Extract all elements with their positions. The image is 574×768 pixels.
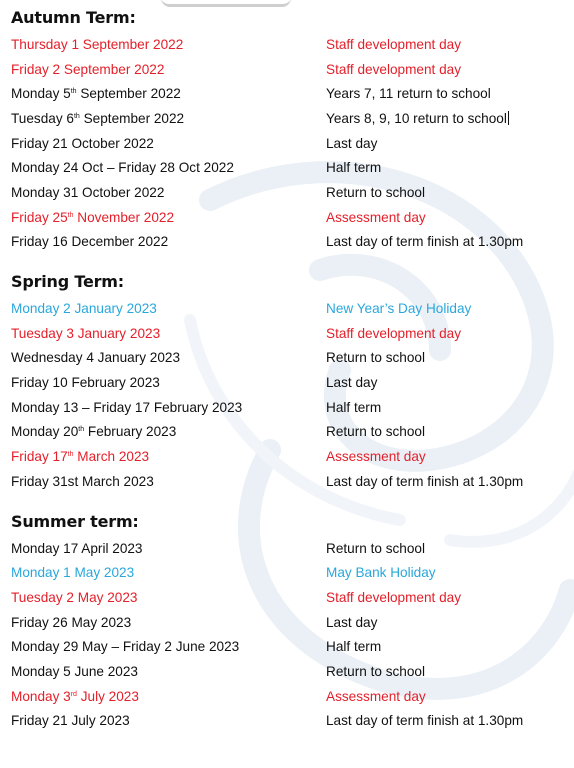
row-date-text: Monday 3 [11,688,71,704]
row-date [11,160,326,175]
calendar-row [11,634,566,659]
row-event [326,590,566,605]
row-date-text: Monday 29 May – Friday 2 June 2023 [11,639,240,655]
calendar-row [11,709,566,734]
row-event [326,689,566,704]
row-event [326,474,566,489]
text-cursor [508,111,509,125]
row-date [11,400,326,415]
term-title: Summer term: [11,511,139,531]
term-rows [11,32,566,254]
row-event [326,234,566,249]
row-event-text: Assessment day [326,688,426,704]
row-date-text: Monday 24 Oct – Friday 28 Oct 2022 [11,160,234,176]
row-event-text: Years 8, 9, 10 return to school [326,110,507,126]
row-event [326,62,566,77]
row-date [11,62,326,77]
row-date-text: Friday 16 December 2022 [11,234,169,250]
row-date-ordinal-suffix: th [67,211,74,219]
row-date [11,136,326,151]
row-event-text: Half term [326,399,382,415]
row-date-text: Tuesday 2 May 2023 [11,589,138,605]
row-date-text: Friday 10 February 2023 [11,375,160,391]
row-event [326,639,566,654]
row-event [326,424,566,439]
calendar-row [11,131,566,156]
row-event [326,210,566,225]
row-event-text: Last day [326,135,378,151]
row-event-text: Last day of term finish at 1.30pm [326,713,524,729]
row-date-text: Friday 25 [11,209,68,225]
row-date-text: Thursday 1 September 2022 [11,36,184,52]
row-date-text: Monday 5 June 2023 [11,663,138,679]
row-event-text: Return to school [326,184,425,200]
row-date-text: Monday 2 January 2023 [11,301,157,317]
row-event [326,160,566,175]
row-event [326,565,566,580]
row-event [326,350,566,365]
row-event [326,664,566,679]
row-event-text: Staff development day [326,36,462,52]
row-date [11,210,326,225]
row-date-text-rest: November 2022 [73,209,175,225]
calendar-row [11,155,566,180]
row-date-text: Friday 17 [11,449,68,465]
row-date-ordinal-suffix: th [70,88,77,96]
calendar-row [11,610,566,635]
row-date [11,350,326,365]
row-date-ordinal-suffix: th [67,451,74,459]
cropped-header-fragment [161,0,291,7]
row-date-text: Monday 13 – Friday 17 February 2023 [11,399,243,415]
row-date [11,689,326,704]
calendar-row [11,469,566,494]
calendar-row [11,444,566,469]
calendar-row [11,395,566,420]
calendar-row [11,32,566,57]
row-date-ordinal-suffix: rd [70,690,77,698]
row-event [326,713,566,728]
row-date-ordinal-suffix: th [78,426,85,434]
row-event [326,111,566,126]
row-event-text: Return to school [326,663,425,679]
term-title: Spring Term: [11,272,124,292]
calendar-row [11,585,566,610]
term-rows [11,296,566,494]
row-date-text: Friday 21 July 2023 [11,713,130,729]
term-rows [11,536,566,734]
calendar-row [11,81,566,106]
row-date [11,590,326,605]
calendar-row [11,230,566,255]
row-date-text: Monday 31 October 2022 [11,184,165,200]
calendar-row [11,684,566,709]
terms-container [11,8,566,733]
row-event-text: Last day [326,375,378,391]
calendar-row [11,536,566,561]
row-date [11,639,326,654]
row-date [11,37,326,52]
row-date-text: Tuesday 3 January 2023 [11,325,161,341]
calendar-row [11,321,566,346]
row-date-text: Friday 26 May 2023 [11,614,132,630]
row-date-text-rest: March 2023 [73,449,150,465]
row-event-text: Staff development day [326,325,462,341]
row-date-text-rest: July 2023 [76,688,139,704]
calendar-row [11,106,566,131]
row-date [11,474,326,489]
row-date [11,111,326,126]
row-event [326,136,566,151]
row-event-text: Return to school [326,540,425,556]
term-title: Autumn Term: [11,8,136,27]
calendar-row [11,180,566,205]
calendar-row [11,346,566,371]
row-date [11,615,326,630]
term-section-3 [11,512,566,734]
calendar-row [11,420,566,445]
row-event [326,185,566,200]
row-event-text: Last day of term finish at 1.30pm [326,234,524,250]
term-dates-document [11,8,566,733]
row-event-text: Half term [326,639,382,655]
row-date [11,185,326,200]
row-event [326,541,566,556]
row-event [326,615,566,630]
row-date [11,234,326,249]
row-date-text: Wednesday 4 January 2023 [11,350,181,366]
row-date [11,326,326,341]
row-date-text: Monday 17 April 2023 [11,540,143,556]
row-date [11,86,326,101]
row-date-text: Monday 1 May 2023 [11,565,135,581]
row-event-text: Assessment day [326,449,426,465]
row-event [326,301,566,316]
term-section-2 [11,272,566,494]
row-event-text: Return to school [326,424,425,440]
row-event-text: Staff development day [326,589,462,605]
row-date [11,541,326,556]
row-event-text: Staff development day [326,61,462,77]
row-date-text-rest: February 2023 [84,424,177,440]
row-event [326,449,566,464]
row-event [326,375,566,390]
calendar-row [11,205,566,230]
row-event-text: Years 7, 11 return to school [326,86,491,102]
calendar-row [11,296,566,321]
row-event-text: Last day of term finish at 1.30pm [326,473,524,489]
row-event-text: Half term [326,160,382,176]
row-date-text: Friday 2 September 2022 [11,61,165,77]
term-section-1 [11,8,566,254]
row-event [326,326,566,341]
row-event-text: New Year’s Day Holiday [326,301,472,317]
row-event-text: Assessment day [326,209,426,225]
row-event [326,37,566,52]
row-event-text: May Bank Holiday [326,565,436,581]
row-date-text-rest: September 2022 [79,110,185,126]
calendar-row [11,57,566,82]
row-date [11,713,326,728]
row-event [326,400,566,415]
row-date-ordinal-suffix: th [73,112,80,120]
row-date-text: Tuesday 6 [11,110,74,126]
row-date [11,449,326,464]
row-date-text: Friday 31st March 2023 [11,473,154,489]
row-date [11,565,326,580]
calendar-row [11,370,566,395]
calendar-row [11,560,566,585]
row-event [326,86,566,101]
row-date [11,301,326,316]
row-date [11,424,326,439]
row-date-text-rest: September 2022 [76,86,181,102]
row-date-text: Monday 20 [11,424,79,440]
row-date-text: Friday 21 October 2022 [11,135,154,151]
row-event-text: Last day [326,614,378,630]
row-date [11,375,326,390]
row-date-text: Monday 5 [11,86,71,102]
row-event-text: Return to school [326,350,425,366]
calendar-row [11,659,566,684]
row-date [11,664,326,679]
